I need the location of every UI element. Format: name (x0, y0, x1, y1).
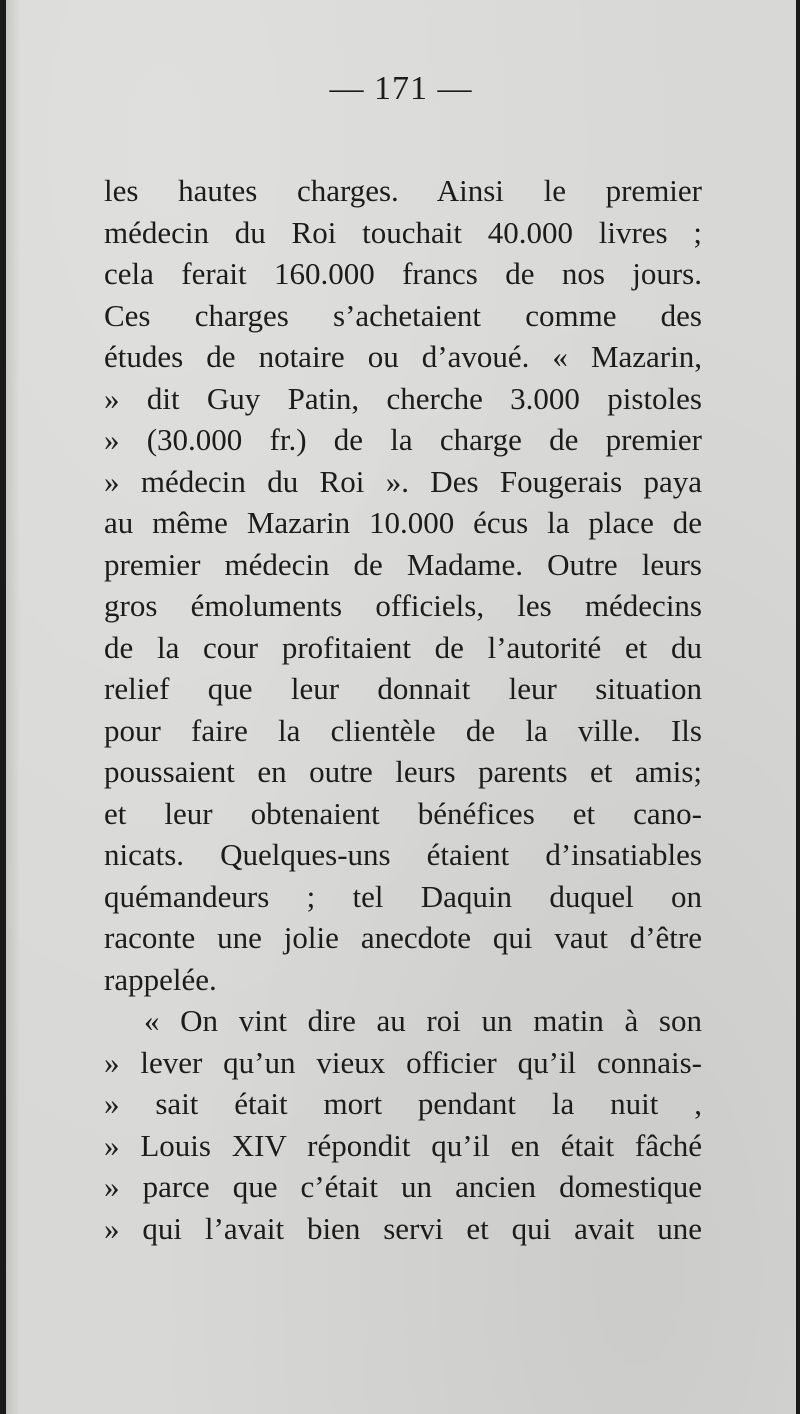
text-line: cela ferait 160.000 francs de nos jours. (104, 256, 702, 291)
text-line: nicats. Quelques-uns étaient d’insatiables (104, 837, 702, 872)
text-line: médecin du Roi touchait 40.000 livres ; (104, 214, 702, 250)
text-line: » sait était mort pendant la nuit , (104, 1086, 702, 1121)
text-line: » parce que c’était un ancien domestique (104, 1169, 702, 1204)
text-line: raconte une jolie anecdote qui vaut d’être (104, 920, 702, 955)
text-line: pour faire la clientèle de la ville. Ils (104, 712, 702, 748)
body-text (104, 170, 702, 1249)
page-number: — 171 — (329, 70, 473, 107)
text-line: « On vint dire au roi un matin à son (144, 1003, 702, 1038)
text-line: Ces charges s’achetaient comme des (104, 297, 702, 333)
text-line: rappelée. (104, 961, 217, 997)
text-line: et leur obtenaient bénéfices et cano- (104, 795, 702, 831)
text-line: » qui l’avait bien servi et qui avait une (104, 1210, 702, 1246)
text-line: » médecin du Roi ». Des Fougerais paya (104, 463, 702, 499)
text-line: études de notaire ou d’avoué. « Mazarin, (104, 339, 702, 374)
text-line: premier médecin de Madame. Outre leurs (104, 546, 702, 582)
text-line: de la cour profitaient de l’autorité et du (104, 629, 702, 665)
text-line: au même Mazarin 10.000 écus la place de (104, 505, 702, 540)
text-line: » (30.000 fr.) de la charge de premier (104, 422, 702, 457)
text-line: » Louis XIV répondit qu’il en était fâché (104, 1127, 702, 1163)
text-line: quémandeurs ; tel Daquin duquel on (104, 878, 702, 914)
page-shadow-edge (6, 0, 20, 1414)
text-line: gros émoluments officiels, les médecins (104, 588, 702, 623)
text-line: les hautes charges. Ainsi le premier (104, 173, 702, 208)
text-line: relief que leur donnait leur situation (104, 671, 702, 706)
text-line: » lever qu’un vieux officier qu’il connais- (104, 1044, 702, 1080)
book-page (6, 0, 796, 1414)
text-line: » dit Guy Patin, cherche 3.000 pistoles (104, 380, 702, 416)
text-line: poussaient en outre leurs parents et amis; (104, 754, 702, 789)
